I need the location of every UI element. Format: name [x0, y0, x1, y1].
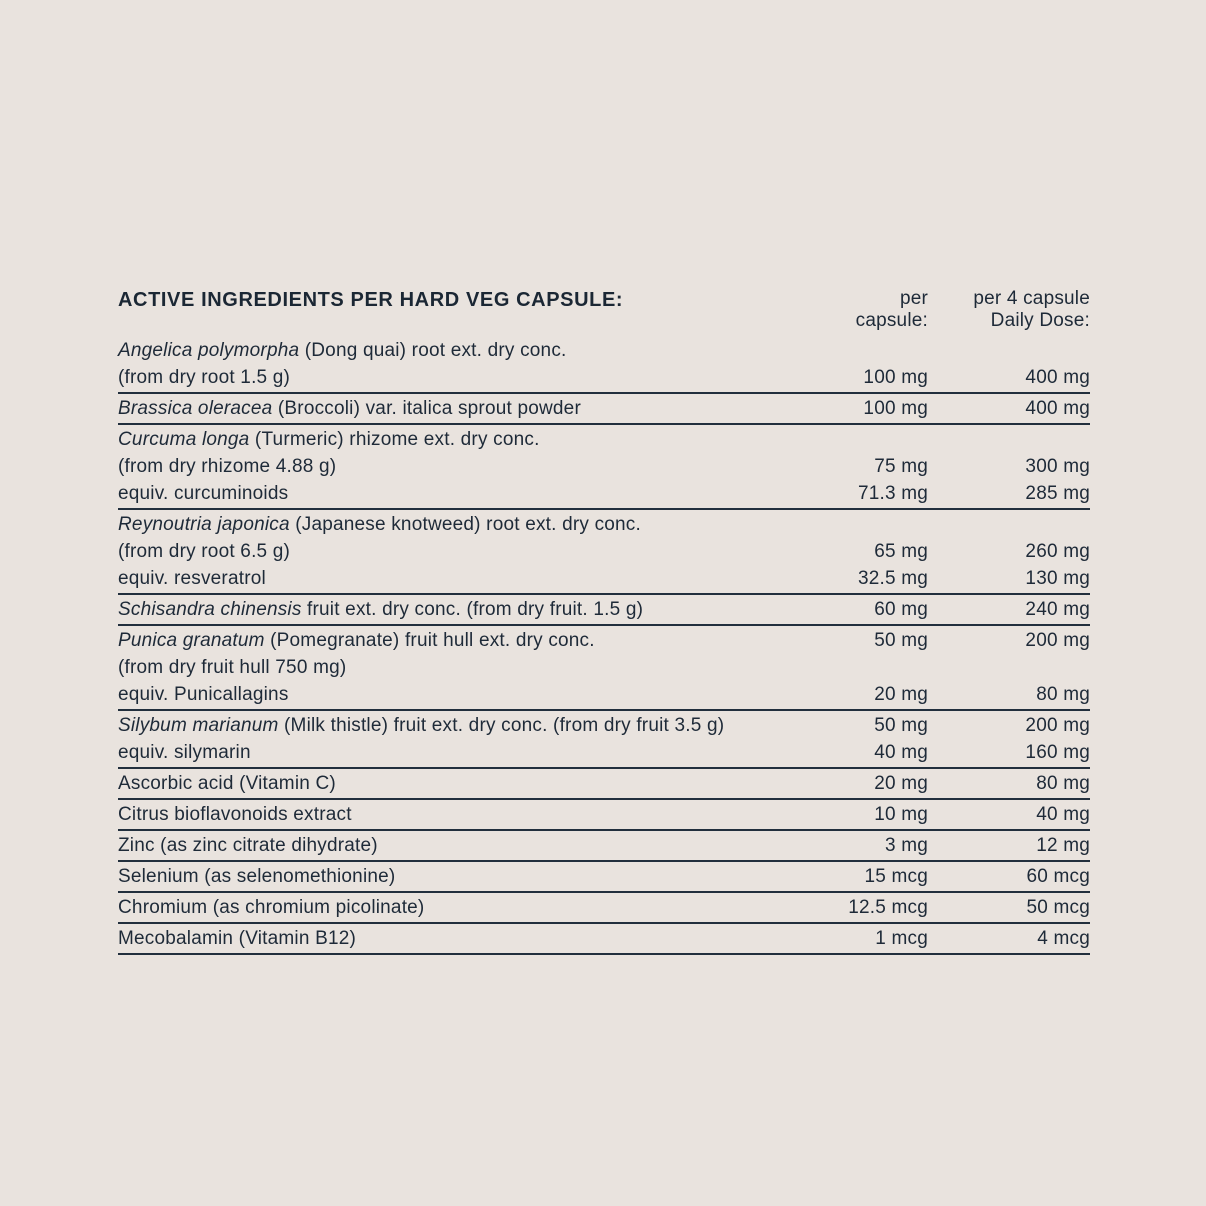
latin-name: Angelica polymorpha: [118, 340, 300, 361]
daily-dose-value: 260 mg: [1025, 541, 1090, 562]
ingredient-row: [118, 925, 1090, 952]
ingredient-group: [118, 595, 1090, 626]
per-capsule-value: 20 mg: [874, 684, 928, 705]
ingredient-group: [118, 862, 1090, 893]
ingredient-row: [118, 364, 1090, 391]
ingredient-row: [118, 739, 1090, 766]
per-capsule-value: 40 mg: [874, 742, 928, 763]
ingredient-text: Chromium (as chromium picolinate): [118, 897, 425, 918]
ingredient-name: [118, 538, 816, 565]
daily-dose-value: 240 mg: [1025, 599, 1090, 620]
ingredient-group: [118, 800, 1090, 831]
ingredient-name: [118, 426, 816, 453]
ingredient-group: [118, 510, 1090, 595]
daily-dose-value: 285 mg: [1025, 483, 1090, 504]
per-capsule-value: 3 mg: [884, 835, 928, 856]
ingredient-group: [118, 924, 1090, 955]
ingredient-text: (from dry root 6.5 g): [118, 541, 291, 562]
ingredient-group: [118, 769, 1090, 800]
ingredient-row: [118, 654, 1090, 681]
ingredient-text: equiv. resveratrol: [118, 568, 266, 589]
ingredient-name: [118, 596, 816, 623]
latin-name: Punica granatum: [118, 630, 265, 651]
table-header: [118, 288, 1090, 332]
per-capsule-value: 65 mg: [874, 541, 928, 562]
per-capsule-header-line2: capsule:: [855, 310, 928, 331]
ingredient-row: [118, 511, 1090, 538]
ingredient-row: [118, 395, 1090, 422]
ingredient-row: [118, 538, 1090, 565]
daily-dose-value: 12 mg: [1036, 835, 1090, 856]
ingredient-row: [118, 337, 1090, 364]
ingredient-row: [118, 596, 1090, 623]
ingredient-text: (Dong quai) root ext. dry conc.: [299, 340, 567, 361]
ingredient-name: [118, 364, 816, 391]
per-capsule-value: 100 mg: [863, 367, 928, 388]
per-capsule-value: 32.5 mg: [857, 568, 928, 589]
latin-name: Curcuma longa: [118, 429, 250, 450]
ingredient-name: [118, 712, 816, 739]
daily-dose-value: 300 mg: [1025, 456, 1090, 477]
daily-dose-column-header: [928, 288, 1090, 332]
ingredient-row: [118, 863, 1090, 890]
ingredient-name: [118, 511, 816, 538]
ingredient-row: [118, 565, 1090, 592]
ingredient-text: equiv. silymarin: [118, 742, 251, 763]
ingredient-name: [118, 925, 816, 952]
daily-dose-header-line2: Daily Dose:: [990, 310, 1090, 331]
per-capsule-value: 15 mcg: [864, 866, 928, 887]
ingredient-name: [118, 480, 816, 507]
ingredient-row: [118, 426, 1090, 453]
ingredient-text: (Pomegranate) fruit hull ext. dry conc.: [264, 630, 595, 651]
per-capsule-value: 10 mg: [874, 804, 928, 825]
per-capsule-column-header: [816, 288, 928, 332]
ingredient-name: [118, 863, 816, 890]
per-capsule-value: 60 mg: [874, 599, 928, 620]
ingredient-row: [118, 712, 1090, 739]
ingredient-row: [118, 894, 1090, 921]
ingredient-row: [118, 681, 1090, 708]
daily-dose-value: 80 mg: [1036, 773, 1090, 794]
ingredient-text: (from dry rhizome 4.88 g): [118, 456, 337, 477]
ingredient-name: [118, 894, 816, 921]
ingredient-group: [118, 394, 1090, 425]
ingredient-name: [118, 627, 816, 654]
daily-dose-header-line1: per 4 capsule: [973, 288, 1090, 309]
ingredient-text: equiv. Punicallagins: [118, 684, 289, 705]
ingredient-row: [118, 801, 1090, 828]
daily-dose-value: 400 mg: [1025, 398, 1090, 419]
per-capsule-value: 100 mg: [863, 398, 928, 419]
active-ingredients-panel: [118, 288, 1090, 955]
per-capsule-value: 50 mg: [874, 715, 928, 736]
daily-dose-value: 40 mg: [1036, 804, 1090, 825]
daily-dose-value: 80 mg: [1036, 684, 1090, 705]
ingredient-text: (Turmeric) rhizome ext. dry conc.: [249, 429, 540, 450]
ingredient-name: [118, 337, 816, 364]
ingredient-row: [118, 453, 1090, 480]
ingredient-name: [118, 453, 816, 480]
ingredient-text: equiv. curcuminoids: [118, 483, 289, 504]
ingredient-name: [118, 681, 816, 708]
ingredient-text: (from dry fruit hull 750 mg): [118, 657, 347, 678]
per-capsule-value: 20 mg: [874, 773, 928, 794]
ingredient-name: [118, 395, 816, 422]
ingredient-name: [118, 801, 816, 828]
per-capsule-value: 1 mcg: [875, 928, 928, 949]
ingredient-text: (Milk thistle) fruit ext. dry conc. (from dry fruit 3.5 g): [278, 715, 725, 736]
ingredient-name: [118, 565, 816, 592]
ingredient-text: Zinc (as zinc citrate dihydrate): [118, 835, 378, 856]
latin-name: Schisandra chinensis: [118, 599, 302, 620]
ingredient-text: (Japanese knotweed) root ext. dry conc.: [289, 514, 641, 535]
ingredient-groups: [118, 336, 1090, 955]
ingredient-row: [118, 627, 1090, 654]
latin-name: Silybum marianum: [118, 715, 279, 736]
ingredient-text: Citrus bioflavonoids extract: [118, 804, 352, 825]
per-capsule-value: 50 mg: [874, 630, 928, 651]
per-capsule-value: 75 mg: [874, 456, 928, 477]
ingredient-name: [118, 654, 816, 681]
ingredient-row: [118, 770, 1090, 797]
daily-dose-value: 200 mg: [1025, 630, 1090, 651]
daily-dose-value: 60 mcg: [1026, 866, 1090, 887]
ingredient-group: [118, 425, 1090, 510]
ingredient-group: [118, 711, 1090, 769]
ingredient-name: [118, 832, 816, 859]
per-capsule-value: 71.3 mg: [857, 483, 928, 504]
ingredient-name: [118, 770, 816, 797]
ingredient-group: [118, 831, 1090, 862]
ingredient-group: [118, 626, 1090, 711]
ingredient-name: [118, 739, 816, 766]
ingredient-row: [118, 480, 1090, 507]
daily-dose-value: 200 mg: [1025, 715, 1090, 736]
ingredient-text: Mecobalamin (Vitamin B12): [118, 928, 357, 949]
daily-dose-value: 4 mcg: [1037, 928, 1090, 949]
ingredient-text: (Broccoli) var. italica sprout powder: [272, 398, 581, 419]
ingredient-text: Selenium (as selenomethionine): [118, 866, 396, 887]
ingredient-group: [118, 893, 1090, 924]
table-title: ACTIVE INGREDIENTS PER HARD VEG CAPSULE:: [118, 289, 624, 311]
daily-dose-value: 50 mcg: [1026, 897, 1090, 918]
latin-name: Reynoutria japonica: [118, 514, 290, 535]
ingredient-row: [118, 832, 1090, 859]
ingredient-text: Ascorbic acid (Vitamin C): [118, 773, 336, 794]
daily-dose-value: 130 mg: [1025, 568, 1090, 589]
per-capsule-header-line1: per: [899, 288, 928, 309]
per-capsule-value: 12.5 mcg: [848, 897, 928, 918]
ingredient-text: (from dry root 1.5 g): [118, 367, 291, 388]
ingredient-group: [118, 336, 1090, 394]
daily-dose-value: 160 mg: [1025, 742, 1090, 763]
latin-name: Brassica oleracea: [118, 398, 273, 419]
ingredient-text: fruit ext. dry conc. (from dry fruit. 1.5 g): [301, 599, 644, 620]
daily-dose-value: 400 mg: [1025, 367, 1090, 388]
